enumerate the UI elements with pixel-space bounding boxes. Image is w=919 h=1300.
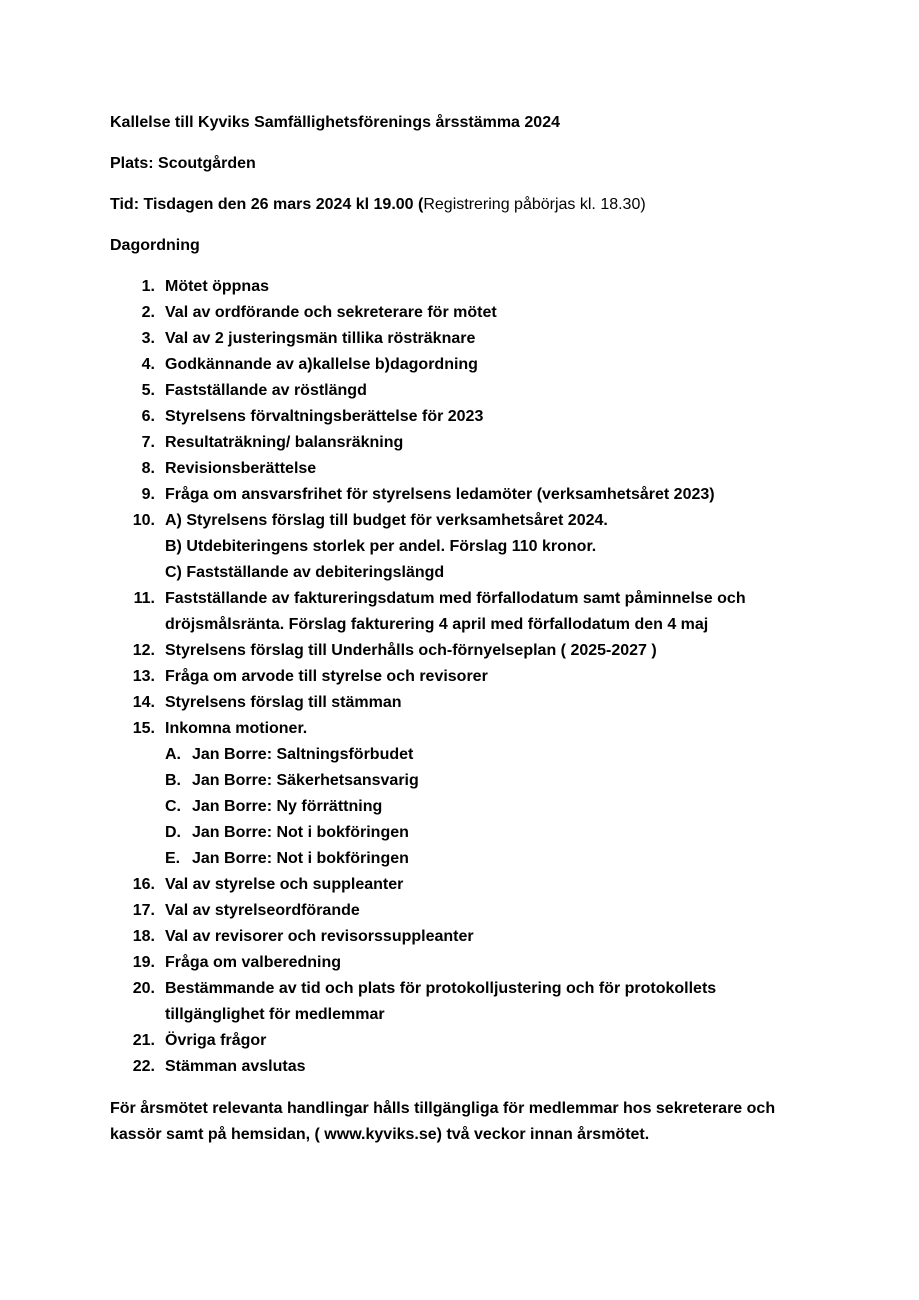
- agenda-item-number: 18.: [132, 928, 155, 945]
- motion-text: Jan Borre: Säkerhetsansvarig: [192, 772, 419, 789]
- agenda-item-line: Val av styrelse och suppleanter: [165, 876, 404, 893]
- agenda-item-number: 9.: [141, 486, 155, 503]
- agenda-item-text: [165, 1054, 810, 1080]
- agenda-item: [110, 456, 810, 482]
- agenda-item-number: 8.: [141, 460, 155, 477]
- agenda-item-text: [165, 274, 810, 300]
- agenda-item-number: 1.: [141, 278, 155, 295]
- agenda-item: [110, 638, 810, 664]
- agenda-item-text: [165, 352, 810, 378]
- agenda-item-line: Styrelsens förvaltningsberättelse för 2023: [165, 408, 484, 425]
- agenda-item-line: Val av revisorer och revisorssuppleanter: [165, 928, 474, 945]
- agenda-item-line: Stämman avslutas: [165, 1058, 306, 1075]
- agenda-item: [110, 898, 810, 924]
- agenda-item-text: [165, 898, 810, 924]
- agenda-item: [110, 924, 810, 950]
- agenda-item-line: Fråga om ansvarsfrihet för styrelsens ledamöter (verksamhetsåret 2023): [165, 486, 715, 503]
- motion-letter: A.: [165, 746, 181, 763]
- document-body: [110, 110, 810, 1148]
- motion-letter: C.: [165, 798, 181, 815]
- agenda-item-line: Övriga frågor: [165, 1032, 267, 1049]
- agenda-heading: Dagordning: [110, 237, 200, 254]
- agenda-item-number: 3.: [141, 330, 155, 347]
- agenda-item-number: 11.: [133, 590, 155, 607]
- agenda-item: [110, 690, 810, 716]
- agenda-item-text: [165, 404, 810, 430]
- agenda-item-number: 12.: [132, 642, 155, 659]
- motion-letter: E.: [165, 850, 181, 867]
- agenda-item: [110, 430, 810, 456]
- agenda-item-line: Fråga om valberedning: [165, 954, 342, 971]
- agenda-item-number: 13.: [132, 668, 155, 685]
- agenda-item-text: [165, 300, 810, 326]
- meeting-place: Plats: Scoutgården: [110, 155, 256, 172]
- motion-text: Jan Borre: Not i bokföringen: [192, 850, 409, 867]
- document-title: Kallelse till Kyviks Samfällighetsförenings årsstämma 2024: [110, 114, 560, 131]
- agenda-item-number: 22.: [132, 1058, 155, 1075]
- motion-item: [165, 768, 810, 794]
- agenda-item-line: tillgänglighet för medlemmar: [165, 1006, 385, 1023]
- agenda-item-line: Godkännande av a)kallelse b)dagordning: [165, 356, 478, 373]
- agenda-item-text: [165, 456, 810, 482]
- agenda-item-line: A) Styrelsens förslag till budget för verksamhetsåret 2024.: [165, 512, 608, 529]
- agenda-item-number: 15.: [132, 720, 155, 737]
- agenda-item-line: Val av styrelseordförande: [165, 902, 360, 919]
- motion-letter: D.: [165, 824, 181, 841]
- agenda-item-text: [165, 872, 810, 898]
- agenda-item-line: Styrelsens förslag till stämman: [165, 694, 402, 711]
- agenda-item-text: [165, 482, 810, 508]
- motion-item: [165, 794, 810, 820]
- agenda-item-number: 14.: [132, 694, 155, 711]
- agenda-item-number: 2.: [141, 304, 155, 321]
- agenda-item-number: 5.: [141, 382, 155, 399]
- agenda-item: [110, 352, 810, 378]
- agenda-item-line: Bestämmande av tid och plats för protokolljustering och för protokollets: [165, 980, 717, 997]
- agenda-item-line: Val av ordförande och sekreterare för mötet: [165, 304, 497, 321]
- agenda-item-number: 7.: [141, 434, 155, 451]
- agenda-item-line: Fastställande av faktureringsdatum med förfallodatum samt påminnelse och: [165, 590, 746, 607]
- agenda-item-line: Styrelsens förslag till Underhålls och-förnyelseplan ( 2025-2027 ): [165, 642, 657, 659]
- agenda-item-number: 19.: [132, 954, 155, 971]
- agenda-item-number: 20.: [132, 980, 155, 997]
- agenda-item-text: [165, 326, 810, 352]
- agenda-item-number: 16.: [132, 876, 155, 893]
- agenda-item-text: [165, 430, 810, 456]
- footer-line-2: kassör samt på hemsidan, ( www.kyviks.se) två veckor innan årsmötet.: [110, 1126, 650, 1143]
- agenda-item-text: [165, 664, 810, 690]
- agenda-item: [110, 586, 810, 638]
- agenda-item-line: Inkomna motioner.: [165, 720, 308, 737]
- agenda-item-line: C) Fastställande av debiteringslängd: [165, 564, 445, 581]
- motion-item: [165, 742, 810, 768]
- agenda-item-text: [165, 378, 810, 404]
- agenda-item: [110, 482, 810, 508]
- agenda-item-number: 21.: [132, 1032, 155, 1049]
- agenda-item-number: 4.: [141, 356, 155, 373]
- motion-item: [165, 846, 810, 872]
- meeting-time-main: Tid: Tisdagen den 26 mars 2024 kl 19.00 (: [110, 196, 424, 213]
- agenda-item: [110, 872, 810, 898]
- agenda-item-line: Fråga om arvode till styrelse och revisorer: [165, 668, 488, 685]
- agenda-item-line: Mötet öppnas: [165, 278, 269, 295]
- agenda-item: [110, 274, 810, 300]
- agenda-item-text: [165, 690, 810, 716]
- footer-line-1: För årsmötet relevanta handlingar hålls tillgängliga för medlemmar hos sekreterare och: [110, 1100, 776, 1117]
- agenda-item: [110, 300, 810, 326]
- agenda-item-line: Fastställande av röstlängd: [165, 382, 367, 399]
- agenda-item-text: [165, 508, 810, 586]
- agenda-item: [110, 664, 810, 690]
- agenda-item-text: [165, 1028, 810, 1054]
- motion-letter: B.: [165, 772, 181, 789]
- meeting-time-registration: Registrering påbörjas kl. 18.30): [423, 196, 646, 213]
- agenda-item-line: Resultaträkning/ balansräkning: [165, 434, 404, 451]
- agenda-item-text: [165, 586, 810, 638]
- footer-note: [110, 1096, 810, 1148]
- agenda-item-text: [165, 976, 810, 1028]
- agenda-item: [110, 716, 810, 872]
- agenda-item-line: dröjsmålsränta. Förslag fakturering 4 april med förfallodatum den 4 maj: [165, 616, 709, 633]
- agenda-item-number: 6.: [141, 408, 155, 425]
- agenda-item: [110, 508, 810, 586]
- agenda-item-text: [165, 638, 810, 664]
- agenda-item-text: [165, 950, 810, 976]
- agenda-item: [110, 976, 810, 1028]
- agenda-item: [110, 378, 810, 404]
- agenda-list: [110, 274, 810, 1080]
- motions-list: [165, 742, 810, 872]
- agenda-item: [110, 326, 810, 352]
- agenda-item: [110, 950, 810, 976]
- agenda-item-line: Val av 2 justeringsmän tillika rösträknare: [165, 330, 476, 347]
- motion-item: [165, 820, 810, 846]
- meeting-time: [110, 192, 810, 218]
- agenda-item-number: 10.: [132, 512, 155, 529]
- agenda-item: [110, 1054, 810, 1080]
- agenda-item-number: 17.: [132, 902, 155, 919]
- agenda-item-line: B) Utdebiteringens storlek per andel. Förslag 110 kronor.: [165, 538, 597, 555]
- agenda-item-line: Revisionsberättelse: [165, 460, 317, 477]
- agenda-item-text: [165, 716, 810, 872]
- agenda-item: [110, 404, 810, 430]
- agenda-item-text: [165, 924, 810, 950]
- motion-text: Jan Borre: Ny förrättning: [192, 798, 383, 815]
- motion-text: Jan Borre: Saltningsförbudet: [192, 746, 414, 763]
- agenda-item: [110, 1028, 810, 1054]
- motion-text: Jan Borre: Not i bokföringen: [192, 824, 409, 841]
